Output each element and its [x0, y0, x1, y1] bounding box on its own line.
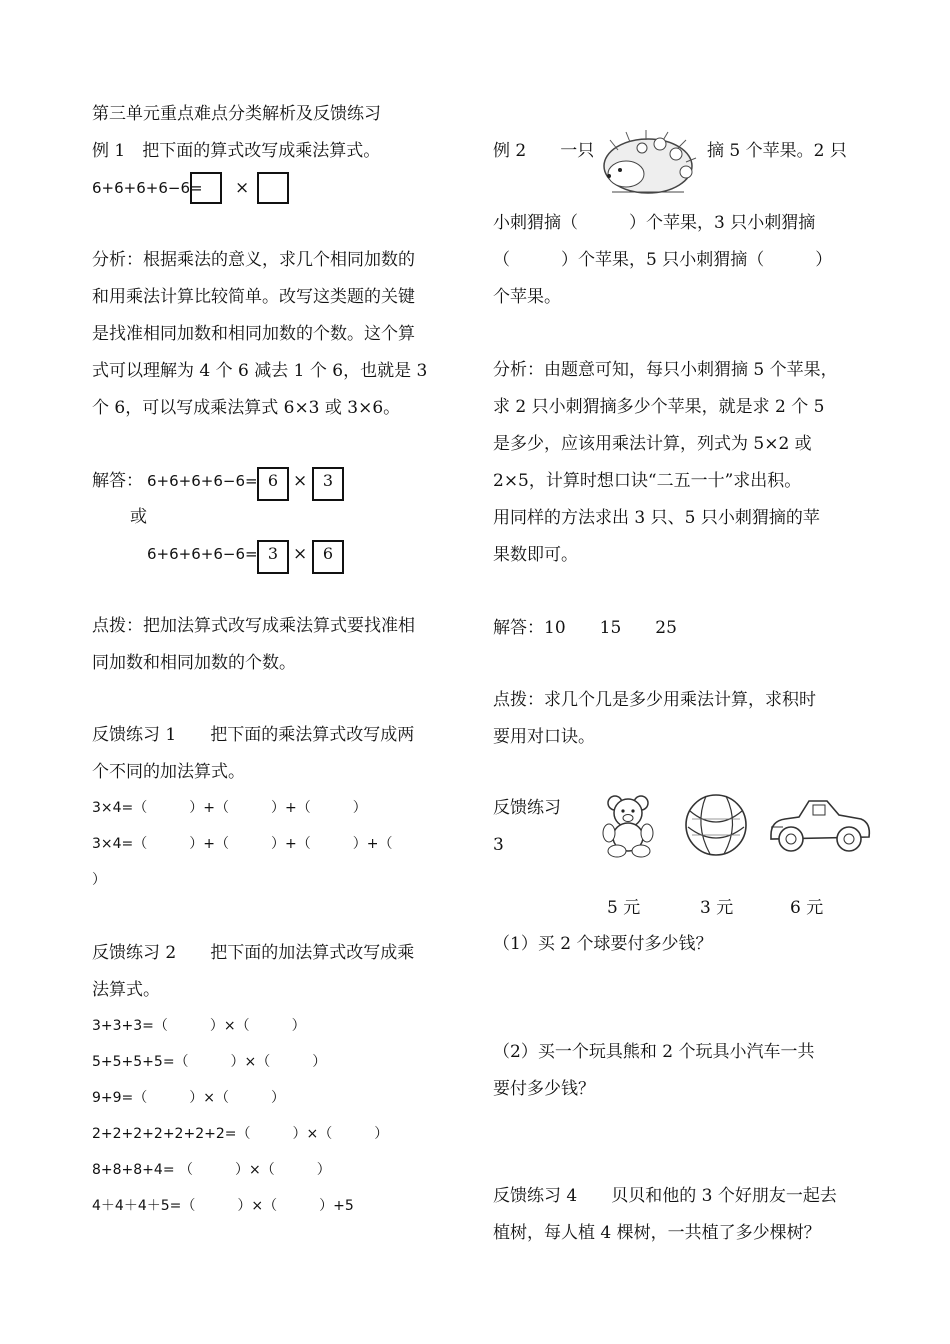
tip-line: 同加数和相同加数的个数。	[92, 653, 296, 673]
tip-line: 点拨：求几个几是多少用乘法计算，求积时	[493, 690, 816, 710]
feedback-2-item: 8+8+8+4= （ ）×（ ）	[92, 1162, 331, 1178]
example-2-line: 小刺猬摘（ ）个苹果，3 只小刺猬摘	[493, 213, 816, 233]
or-text: 或	[130, 507, 147, 527]
blank-box[interactable]	[190, 172, 222, 204]
answer-expression: 6+6+6+6−6=	[147, 472, 258, 490]
feedback-4-prompt: 反馈练习 4 贝贝和他的 3 个好朋友一起去	[493, 1186, 837, 1206]
analysis-line: 果数即可。	[493, 545, 578, 565]
feedback-1-prompt: 反馈练习 1 把下面的乘法算式改写成两	[92, 725, 415, 745]
times-sign: ×	[293, 544, 308, 564]
answer-label: 解答：	[92, 471, 143, 491]
blank-box[interactable]	[257, 172, 289, 204]
feedback-2-item: 5+5+5+5=（ ）×（ ）	[92, 1054, 327, 1070]
tip-line: 要用对口诀。	[493, 727, 595, 747]
feedback-3-number: 3	[493, 835, 504, 855]
example-1-prompt: 例 1 把下面的算式改写成乘法算式。	[92, 141, 381, 161]
question-2: （2）买一个玩具熊和 2 个玩具小汽车一共	[493, 1042, 815, 1062]
feedback-2-prompt: 反馈练习 2 把下面的加法算式改写成乘	[92, 943, 415, 963]
answer-expression: 6+6+6+6−6=	[147, 545, 258, 563]
times-sign: ×	[235, 178, 250, 198]
answer-box: 3	[257, 540, 289, 574]
feedback-2-item: 9+9=（ ）×（ ）	[92, 1090, 286, 1106]
tip-line: 点拨：把加法算式改写成乘法算式要找准相	[92, 616, 415, 636]
hedgehog-image	[598, 130, 698, 196]
answer-box: 6	[257, 467, 289, 501]
answer-box: 6	[312, 540, 344, 574]
feedback-1-prompt: 个不同的加法算式。	[92, 762, 245, 782]
feedback-1-item: ）	[92, 872, 106, 888]
answer-text: 解答：10 15 25	[493, 618, 677, 638]
ball-image	[684, 793, 748, 857]
analysis-line: 分析：由题意可知，每只小刺猬摘 5 个苹果，	[493, 360, 838, 380]
feedback-2-prompt: 法算式。	[92, 980, 160, 1000]
question-2: 要付多少钱？	[493, 1079, 595, 1099]
example-2-line: 个苹果。	[493, 287, 561, 307]
feedback-2-item: 2+2+2+2+2+2+2=（ ）×（ ）	[92, 1126, 389, 1142]
toy-car-image	[765, 795, 875, 857]
feedback-4-prompt: 植树，每人植 4 棵树，一共植了多少棵树？	[493, 1223, 821, 1243]
analysis-line: 和用乘法计算比较简单。改写这类题的关键	[92, 287, 415, 307]
feedback-1-item: 3×4=（ ）+（ ）+（ ）+（	[92, 836, 393, 852]
page-title: 第三单元重点难点分类解析及反馈练习	[92, 104, 381, 124]
question-1: （1）买 2 个球要付多少钱？	[493, 934, 713, 954]
answer-box: 3	[312, 467, 344, 501]
analysis-line: 分析：根据乘法的意义，求几个相同加数的	[92, 250, 415, 270]
ball-price: 3 元	[700, 898, 734, 918]
feedback-1-item: 3×4=（ ）+（ ）+（ ）	[92, 800, 367, 816]
analysis-line: 个 6，可以写成乘法算式 6×3 或 3×6。	[92, 398, 401, 418]
car-price: 6 元	[790, 898, 824, 918]
bear-price: 5 元	[607, 898, 641, 918]
analysis-line: 2×5，计算时想口诀“二五一十”求出积。	[493, 471, 802, 491]
teddy-bear-image	[597, 793, 661, 859]
example-2-prompt: 摘 5 个苹果。2 只	[707, 141, 847, 161]
example-1-expression: 6+6+6+6−6=	[92, 179, 203, 197]
analysis-line: 是找准相同加数和相同加数的个数。这个算	[92, 324, 415, 344]
analysis-line: 式可以理解为 4 个 6 减去 1 个 6，也就是 3	[92, 361, 428, 381]
feedback-2-item: 3+3+3=（ ）×（ ）	[92, 1018, 306, 1034]
feedback-3-label: 反馈练习	[493, 798, 561, 818]
times-sign: ×	[293, 471, 308, 491]
feedback-2-item: 4＋4＋4＋5=（ ）×（ ）+5	[92, 1198, 354, 1214]
analysis-line: 求 2 只小刺猬摘多少个苹果，就是求 2 个 5	[493, 397, 825, 417]
example-2-prompt: 例 2 一只	[493, 141, 595, 161]
analysis-line: 是多少，应该用乘法计算，列式为 5×2 或	[493, 434, 812, 454]
example-2-line: （ ）个苹果，5 只小刺猬摘（ ）	[493, 250, 833, 270]
analysis-line: 用同样的方法求出 3 只、5 只小刺猬摘的苹	[493, 508, 820, 528]
